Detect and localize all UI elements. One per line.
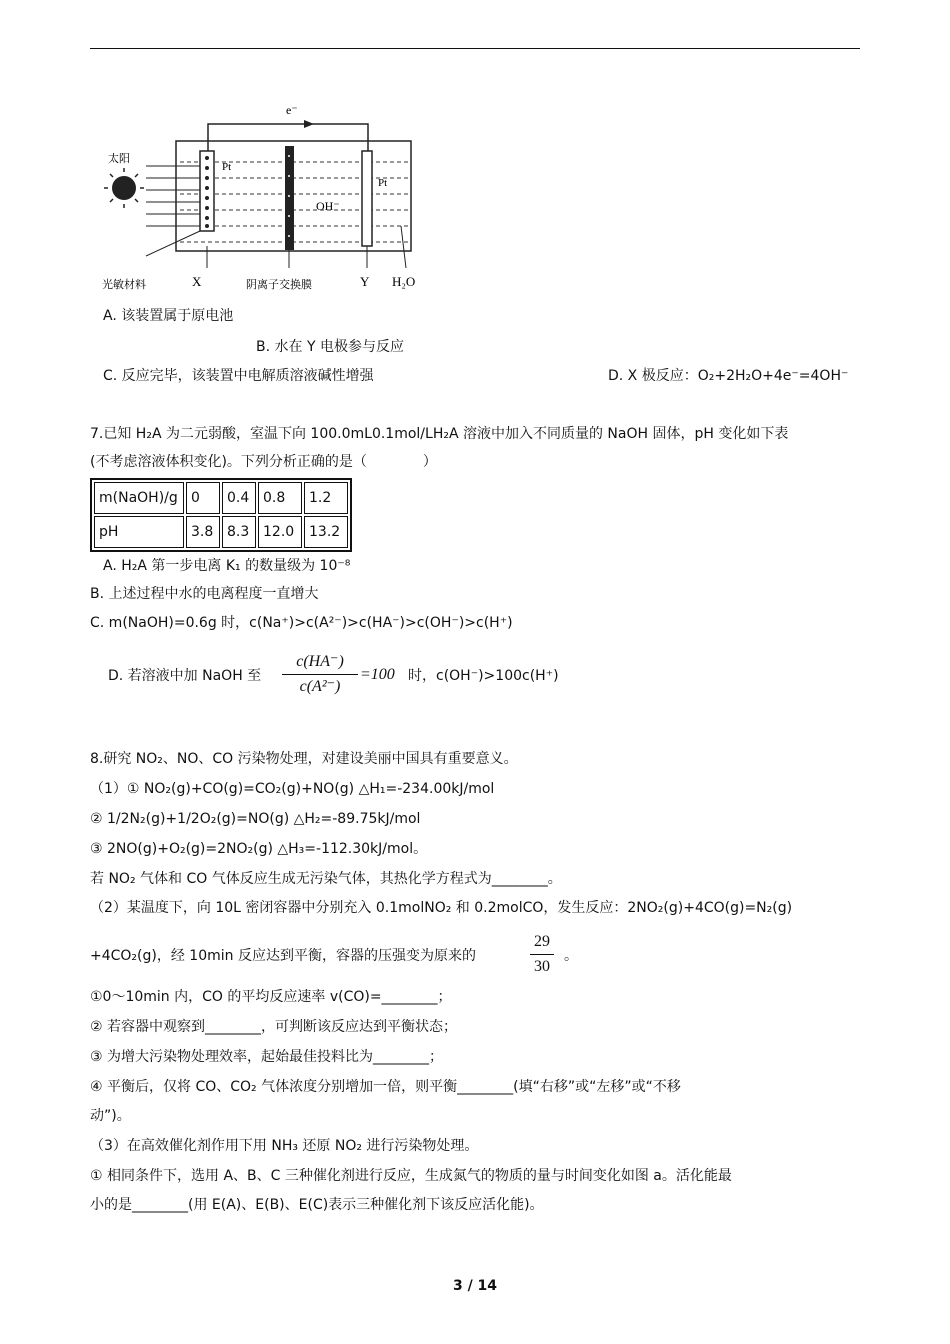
q7-option-d-fraction: [282, 652, 358, 697]
table-row: [94, 516, 348, 548]
table-cell: 3.8: [186, 516, 220, 548]
q8-p1-question: 若 NO₂ 气体和 CO 气体反应生成无污染气体，其热化学方程式为________。: [90, 871, 562, 887]
membrane-label: 阴离子交换膜: [246, 278, 312, 291]
sun-label: 太阳: [108, 152, 130, 165]
material-label: 光敏材料: [102, 278, 146, 291]
sun-icon: [112, 176, 136, 200]
ph-table: [90, 478, 352, 552]
fraction-denominator: c(A²⁻): [299, 678, 341, 695]
q8-p2-sub3: ③ 为增大污染物处理效率，起始最佳投料比为________；: [90, 1049, 443, 1065]
q8-p3-line3: 小的是________(用 E(A)、E(B)、E(C)表示三种催化剂下该反应活化能)。: [90, 1197, 544, 1213]
q8-p2-line2: +4CO₂(g)，经 10min 反应达到平衡，容器的压强变为原来的: [90, 948, 476, 964]
water-label: H₂O: [392, 274, 416, 289]
q7-stem-line2: (不考虑溶液体积变化)。下列分析正确的是（ ）: [90, 454, 437, 470]
q8-p2-sub4-cont: 动”)。: [90, 1108, 131, 1124]
x-label: X: [192, 274, 202, 289]
q7-option-d-prefix: D. 若溶液中加 NaOH 至: [108, 668, 262, 684]
table-cell: 1.2: [304, 482, 348, 514]
pt-left-label: Pt: [222, 161, 232, 173]
y-label: Y: [360, 274, 370, 289]
table-row: [94, 482, 348, 514]
header-rule: [90, 48, 860, 49]
table-cell: m(NaOH)/g: [94, 482, 184, 514]
q8-p2-sub1: ①0～10min 内，CO 的平均反应速率 v(CO)=________；: [90, 989, 452, 1005]
membrane: [285, 146, 294, 250]
q8-pressure-fraction: [530, 932, 554, 977]
q8-p1-eq2: ② 1/2N₂(g)+1/2O₂(g)=NO(g) △H₂=-89.75kJ/mol: [90, 811, 421, 827]
electrolysis-figure: [96, 96, 436, 301]
q8-p3-line2: ① 相同条件下，选用 A、B、C 三种催化剂进行反应，生成氮气的物质的量与时间变化如图 a。活化能最: [90, 1168, 732, 1184]
q8-p1-eq1: （1）① NO₂(g)+CO(g)=CO₂(g)+NO(g) △H₁=-234.00kJ/mol: [90, 781, 495, 797]
electron-label: e⁻: [286, 103, 298, 117]
table-cell: 0.4: [222, 482, 256, 514]
fraction-numerator: 29: [534, 933, 550, 950]
q7-option-d-equals: =100: [360, 666, 395, 683]
fraction-numerator: c(HA⁻): [296, 653, 344, 670]
q8-p3-line1: （3）在高效催化剂作用下用 NH₃ 还原 NO₂ 进行污染物处理。: [90, 1138, 479, 1154]
q7-option-b: B. 上述过程中水的电离程度一直增大: [90, 586, 319, 602]
q7-stem-line1: 7.已知 H₂A 为二元弱酸，室温下向 100.0mL0.1mol/LH₂A 溶液中加入不同质量的 NaOH 固体，pH 变化如下表: [90, 426, 789, 442]
fraction-denominator: 30: [534, 958, 550, 975]
q8-p2-sub2: ② 若容器中观察到________，可判断该反应达到平衡状态；: [90, 1019, 457, 1035]
table-cell: 12.0: [258, 516, 302, 548]
q7-option-a: A. H₂A 第一步电离 K₁ 的数量级为 10⁻⁸: [103, 558, 351, 574]
table-cell: 0.8: [258, 482, 302, 514]
q8-p2-line2-end: 。: [564, 948, 578, 964]
q7-option-d-suffix: 时，c(OH⁻)>100c(H⁺): [408, 668, 559, 684]
table-cell: 0: [186, 482, 220, 514]
q7-option-c: C. m(NaOH)=0.6g 时，c(Na⁺)>c(A²⁻)>c(HA⁻)>c(OH⁻)>c(H⁺): [90, 615, 513, 631]
page-number: 3 / 14: [452, 1278, 498, 1294]
table-cell: pH: [94, 516, 184, 548]
oh-label: OH⁻: [316, 199, 340, 213]
q8-p1-eq3: ③ 2NO(g)+O₂(g)=2NO₂(g) △H₃=-112.30kJ/mol。: [90, 841, 428, 857]
q8-p2-line1: （2）某温度下，向 10L 密闭容器中分别充入 0.1molNO₂ 和 0.2molCO，发生反应：2NO₂(g)+4CO(g)=N₂(g): [90, 900, 793, 916]
q6-option-b: B. 水在 Y 电极参与反应: [256, 339, 404, 355]
table-cell: 13.2: [304, 516, 348, 548]
q6-option-d: D. X 极反应：O₂+2H₂O+4e⁻=4OH⁻: [608, 368, 849, 384]
pt-right-label: Pt: [378, 177, 388, 189]
q6-option-a: A. 该装置属于原电池: [103, 308, 234, 324]
q8-stem: 8.研究 NO₂、NO、CO 污染物处理，对建设美丽中国具有重要意义。: [90, 751, 518, 767]
q6-option-c: C. 反应完毕，该装置中电解质溶液碱性增强: [103, 368, 374, 384]
table-cell: 8.3: [222, 516, 256, 548]
q8-p2-sub4: ④ 平衡后，仅将 CO、CO₂ 气体浓度分别增加一倍，则平衡________(填“右移”或“左移”或“不移: [90, 1079, 681, 1095]
